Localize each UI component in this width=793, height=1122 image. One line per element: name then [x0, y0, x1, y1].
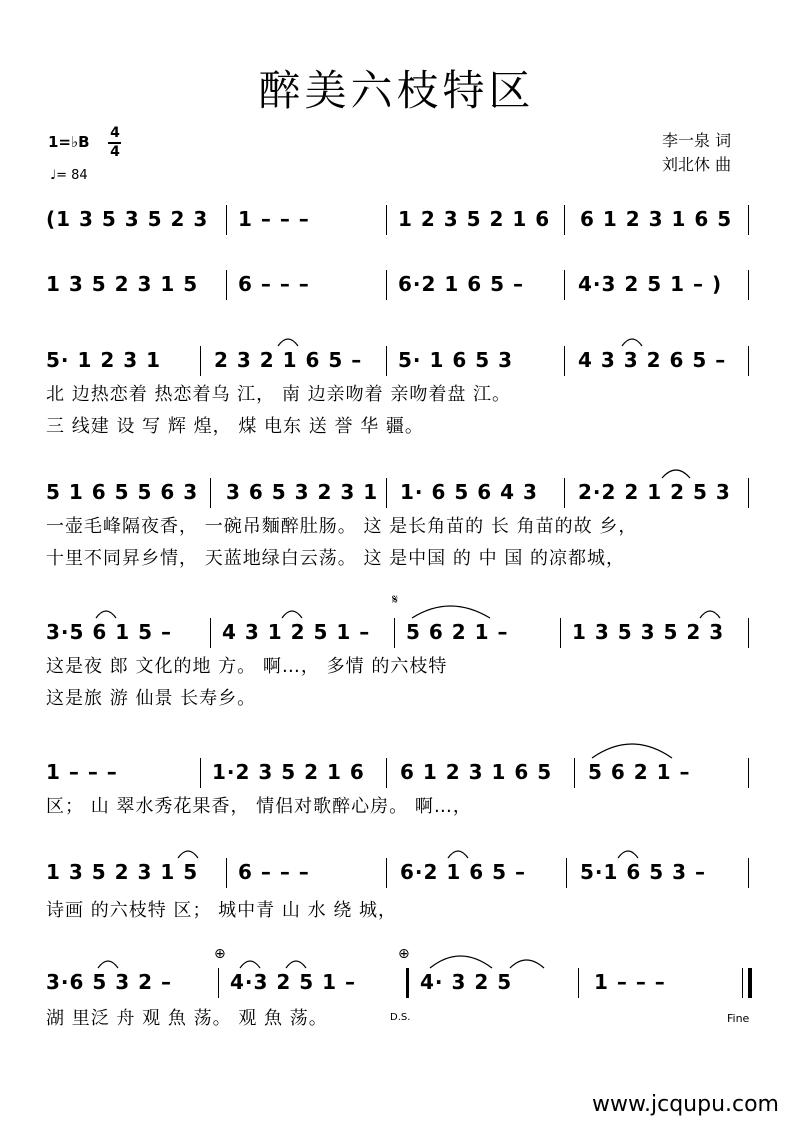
- measure-2: 1 – – –: [238, 207, 310, 231]
- slur: [98, 961, 118, 968]
- measure-26: 6 – – –: [238, 860, 310, 884]
- coda-mark: ⊕: [214, 946, 226, 962]
- segno-mark: 𝄋: [392, 592, 399, 608]
- slur: [240, 961, 260, 968]
- measure-15: 1· 6 5 6 4 3: [400, 480, 538, 504]
- measure-28: 5·1 6 5 3 –: [580, 860, 707, 884]
- time-signature-top: 4: [110, 125, 120, 141]
- measure-16: 2·2 2 1 2 5 3: [578, 480, 731, 504]
- key-signature: 1=♭B: [48, 133, 90, 151]
- site-watermark: www.jcqupu.com: [592, 1092, 779, 1117]
- slur: [510, 960, 544, 968]
- slur: [178, 851, 198, 858]
- measure-22: 1·2 3 5 2 1 6: [212, 760, 365, 784]
- measure-6: 6 – – –: [238, 272, 310, 296]
- lyric-line: 一壶毛峰隔夜香， 一碗吊麵醉肚肠。 这 是长角苗的 长 角苗的故 乡，: [46, 516, 638, 537]
- measure-32: 1 – – –: [594, 970, 666, 994]
- measure-31: 4· 3 2 5: [420, 970, 513, 994]
- measure-17: 3·5 6 1 5 –: [46, 620, 173, 644]
- measure-14: 3 6 5 3 2 3 1: [226, 480, 379, 504]
- tempo-mark: ♩= 84: [50, 168, 88, 183]
- lyric-line: 三 线建 设 写 辉 煌， 煤 电东 送 誉 华 疆。: [46, 416, 424, 437]
- measure-10: 2 3 2 1 6 5 –: [214, 348, 363, 372]
- slur: [282, 611, 302, 618]
- composer-credit: 刘北休 曲: [662, 155, 732, 174]
- slur: [448, 851, 468, 858]
- measure-25: 1 3 5 2 3 1 5: [46, 860, 199, 884]
- slur: [286, 961, 306, 968]
- measure-11: 5· 1 6 5 3: [398, 348, 514, 372]
- fine-mark: Fine: [727, 1012, 750, 1025]
- slur: [412, 606, 490, 618]
- measure-29: 3·6 5 3 2 –: [46, 970, 173, 994]
- song-title: 醉美六枝特区: [258, 66, 535, 115]
- measure-7: 6·2 1 6 5 –: [398, 272, 525, 296]
- measure-9: 5· 1 2 3 1: [46, 348, 162, 372]
- slur: [430, 956, 492, 968]
- measure-12: 4 3 3 2 6 5 –: [578, 348, 727, 372]
- lyric-line: 诗画 的六枝特 区； 城中青 山 水 绕 城，: [46, 900, 398, 921]
- measure-18: 4 3 1 2 5 1 –: [222, 620, 371, 644]
- measure-8: 4·3 2 5 1 – ): [578, 272, 723, 296]
- measure-20: 1 3 5 3 5 2 3: [572, 620, 725, 644]
- lyricist-credit: 李一泉 词: [662, 131, 732, 150]
- slur: [662, 470, 690, 478]
- measure-3: 1 2 3 5 2 1 6: [398, 207, 551, 231]
- measure-23: 6 1 2 3 1 6 5: [400, 760, 553, 784]
- lyric-line: 这是夜 郎 文化的地 方。 啊…， 多情 的六枝特: [46, 656, 448, 677]
- lyric-line: 湖 里泛 舟 观 魚 荡。 观 魚 荡。: [46, 1008, 328, 1029]
- lyric-line: 这是旅 游 仙景 长寿乡。: [46, 688, 257, 709]
- lyric-line: 十里不同昇乡情， 天蓝地绿白云荡。 这 是中国 的 中 国 的凉都城，: [46, 548, 626, 569]
- slur: [278, 339, 298, 346]
- measure-21: 1 – – –: [46, 760, 118, 784]
- measure-4: 6 1 2 3 1 6 5: [580, 207, 733, 231]
- measure-24: 5 6 2 1 –: [588, 760, 691, 784]
- measure-27: 6·2 1 6 5 –: [400, 860, 527, 884]
- slur: [96, 611, 116, 618]
- slur: [618, 851, 638, 858]
- slur: [592, 744, 672, 758]
- slur: [622, 339, 642, 346]
- lyric-line: 区； 山 翠水秀花果香， 情侣对歌醉心房。 啊…，: [46, 796, 472, 817]
- ds-mark: D.S.: [390, 1012, 411, 1023]
- measure-5: 1 3 5 2 3 1 5: [46, 272, 199, 296]
- slur: [700, 611, 720, 618]
- measure-19: 5 6 2 1 –: [406, 620, 509, 644]
- measure-1: (1 3 5 3 5 2 3: [46, 207, 209, 231]
- lyric-line: 北 边热恋着 热恋着乌 江， 南 边亲吻着 亲吻着盘 江。: [46, 384, 512, 405]
- coda-mark: ⊕: [398, 946, 410, 962]
- measure-13: 5 1 6 5 5 6 3: [46, 480, 199, 504]
- measure-30: 4·3 2 5 1 –: [230, 970, 357, 994]
- time-signature-bottom: 4: [110, 144, 120, 160]
